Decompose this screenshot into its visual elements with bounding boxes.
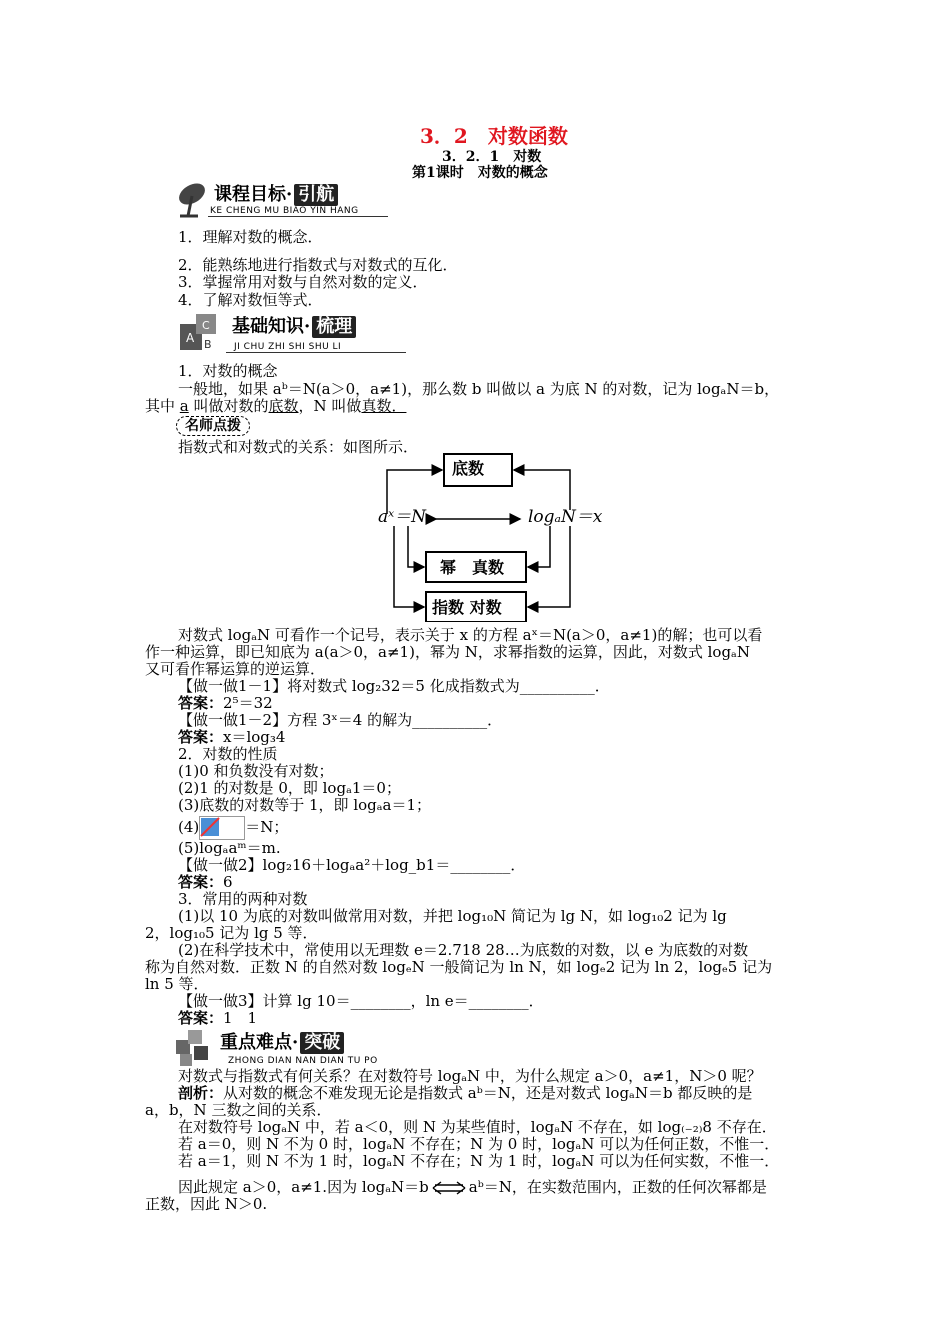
explain-line: 作一种运算，即已知底为 a(a＞0，a≠1)，幂为 N，求幂指数的运算，因此，对数式 logₐN — [145, 643, 750, 661]
prop-item: (1)0 和负数没有对数； — [178, 762, 334, 780]
relation-diagram — [370, 452, 670, 622]
exercise-question: 【做一做2】log₂16＋logₐa²＋log_b1＝________． — [178, 856, 526, 874]
basics-banner-pinyin: JI CHU ZHI SHI SHU LI — [234, 342, 342, 352]
diagram-power-label: 幂 真数 — [440, 558, 505, 577]
goals-banner-title: 课程目标 — [214, 184, 286, 205]
lesson-subtitle: 第1课时 对数的概念 — [412, 165, 548, 181]
tip-intro: 指数式和对数式的关系：如图所示． — [178, 438, 419, 456]
double-arrow-icon — [431, 1181, 467, 1195]
diagram-right-expr: logₐN＝x — [528, 507, 603, 527]
focus-banner-title: 重点难点 — [220, 1032, 292, 1053]
concept-line: 一般地，如果 aᵇ＝N(a＞0，a≠1)，那么数 b 叫做以 a 为底 N 的对数，记为 logₐN＝b， — [178, 380, 780, 398]
focus-banner-tag: 突破 — [300, 1032, 344, 1054]
divider — [208, 216, 388, 217]
common-line: 2，log₁₀5 记为 lg 5 等． — [145, 924, 318, 942]
svg-text:B: B — [204, 338, 212, 351]
svg-text:A: A — [186, 331, 195, 345]
common-line: 称为自然对数．正数 N 的自然对数 logₑN 一般简记为 ln N，如 logₑ2 记为 ln 2，logₑ5 记为 — [145, 958, 773, 976]
page-title: 3．2 对数函数 — [420, 124, 568, 148]
basics-banner: A C B 基础知识· 梳理 JI CHU ZHI SHI SHU LI — [178, 310, 408, 354]
focus-banner-pinyin: ZHONG DIAN NAN DIAN TU PO — [228, 1056, 378, 1066]
abc-blocks-icon — [178, 310, 222, 354]
focus-line: 正数，因此 N＞0. — [145, 1195, 268, 1213]
basics-banner-tag: 梳理 — [312, 316, 356, 338]
exercise-answer: 答案：6 — [178, 873, 233, 891]
concept-heading: 1．对数的概念 — [178, 362, 278, 380]
exercise-question: 【做一做1－1】将对数式 log₂32＝5 化成指数式为__________． — [178, 677, 610, 695]
prop-item: (5)logₐaᵐ＝m. — [178, 839, 281, 857]
goals-banner-pinyin: KE CHENG MU BIAO YIN HANG — [210, 206, 359, 216]
focus-line: 在对数符号 logₐN 中，若 a＜0，则 N 为某些值时，logₐN 不存在，如 log₍₋₂₎8 不存在． — [178, 1118, 777, 1136]
goal-item: 3．掌握常用对数与自然对数的定义． — [178, 273, 428, 291]
exercise-answer: 答案：2⁵＝32 — [178, 694, 273, 712]
exercise-answer: 答案：x＝log₃4 — [178, 728, 286, 746]
tip-label: 名师点拨 — [176, 416, 250, 436]
focus-line: 若 a＝0，则 N 不为 0 时，logₐN 不存在；N 为 0 时，logₐN 可以为任何正数，不惟一． — [178, 1135, 780, 1153]
basics-banner-title: 基础知识 — [232, 316, 304, 337]
focus-line: a，b，N 三数之间的关系． — [145, 1101, 332, 1119]
common-line: (1)以 10 为底的对数叫做常用对数，并把 log₁₀N 简记为 lg N，如 log₁₀2 记为 lg — [178, 907, 727, 925]
prop-item: (3)底数的对数等于 1，即 logₐa＝1； — [178, 796, 432, 814]
focus-line: 剖析：从对数的概念不难发现无论是指数式 aᵇ＝N，还是对数式 logₐN＝b 都反映的是 — [178, 1084, 753, 1102]
section-subtitle: 3．2．1 对数 — [442, 149, 542, 165]
common-line: (2)在科学技术中，常使用以无理数 e＝2.718 28…为底数的对数，以 e 为底数的对数 — [178, 941, 749, 959]
explain-line: 又可看作幂运算的逆运算． — [145, 660, 326, 678]
exercise-question: 【做一做3】计算 lg 10＝________，ln e＝________． — [178, 992, 544, 1010]
goal-item: 1．理解对数的概念． — [178, 228, 323, 246]
goals-banner: 课程目标· 引航 KE CHENG MU BIAO YIN HANG — [172, 178, 392, 222]
common-heading: 3．常用的两种对数 — [178, 890, 308, 908]
common-line: ln 5 等． — [145, 975, 209, 993]
focus-line: 因此规定 a＞0，a≠1.因为 logₐN＝b aᵇ＝N，在实数范围内，正数的任何次幂都是 — [178, 1178, 767, 1196]
props-heading: 2．对数的性质 — [178, 745, 278, 763]
exercise-question: 【做一做1－2】方程 3ˣ＝4 的解为__________． — [178, 711, 503, 729]
goal-item: 4．了解对数恒等式． — [178, 291, 323, 309]
missing-image-icon — [199, 816, 245, 840]
goals-banner-tag: 引航 — [294, 184, 338, 206]
prop-item: (2)1 的对数是 0，即 logₐ1＝0； — [178, 779, 401, 797]
diagram-explog-label: 指数 对数 — [432, 598, 502, 617]
satellite-dish-icon — [174, 178, 212, 218]
exercise-answer: 答案：1 1 — [178, 1009, 258, 1027]
cubes-icon — [172, 1026, 216, 1068]
focus-question: 对数式与指数式有何关系？在对数符号 logₐN 中，为什么规定 a＞0，a≠1，N＞0 呢？ — [178, 1067, 762, 1085]
divider — [226, 352, 406, 353]
concept-line: 其中 a 叫做对数的底数，N 叫做真数． — [145, 397, 407, 415]
focus-line: 若 a＝1，则 N 不为 1 时，logₐN 不存在；N 为 1 时，logₐN 可以为任何实数，不惟一． — [178, 1152, 780, 1170]
explain-line: 对数式 logₐN 可看作一个记号，表示关于 x 的方程 aˣ＝N(a＞0，a≠1)的解；也可以看 — [178, 626, 763, 644]
prop-item: (4) ＝N； — [178, 816, 288, 840]
diagram-base-label: 底数 — [452, 459, 485, 478]
goal-item: 2．能熟练地进行指数式与对数式的互化． — [178, 256, 458, 274]
diagram-left-expr: aˣ＝N — [378, 507, 427, 527]
svg-text:C: C — [202, 319, 210, 332]
focus-banner: 重点难点· 突破 ZHONG DIAN NAN DIAN TU PO — [172, 1026, 402, 1070]
